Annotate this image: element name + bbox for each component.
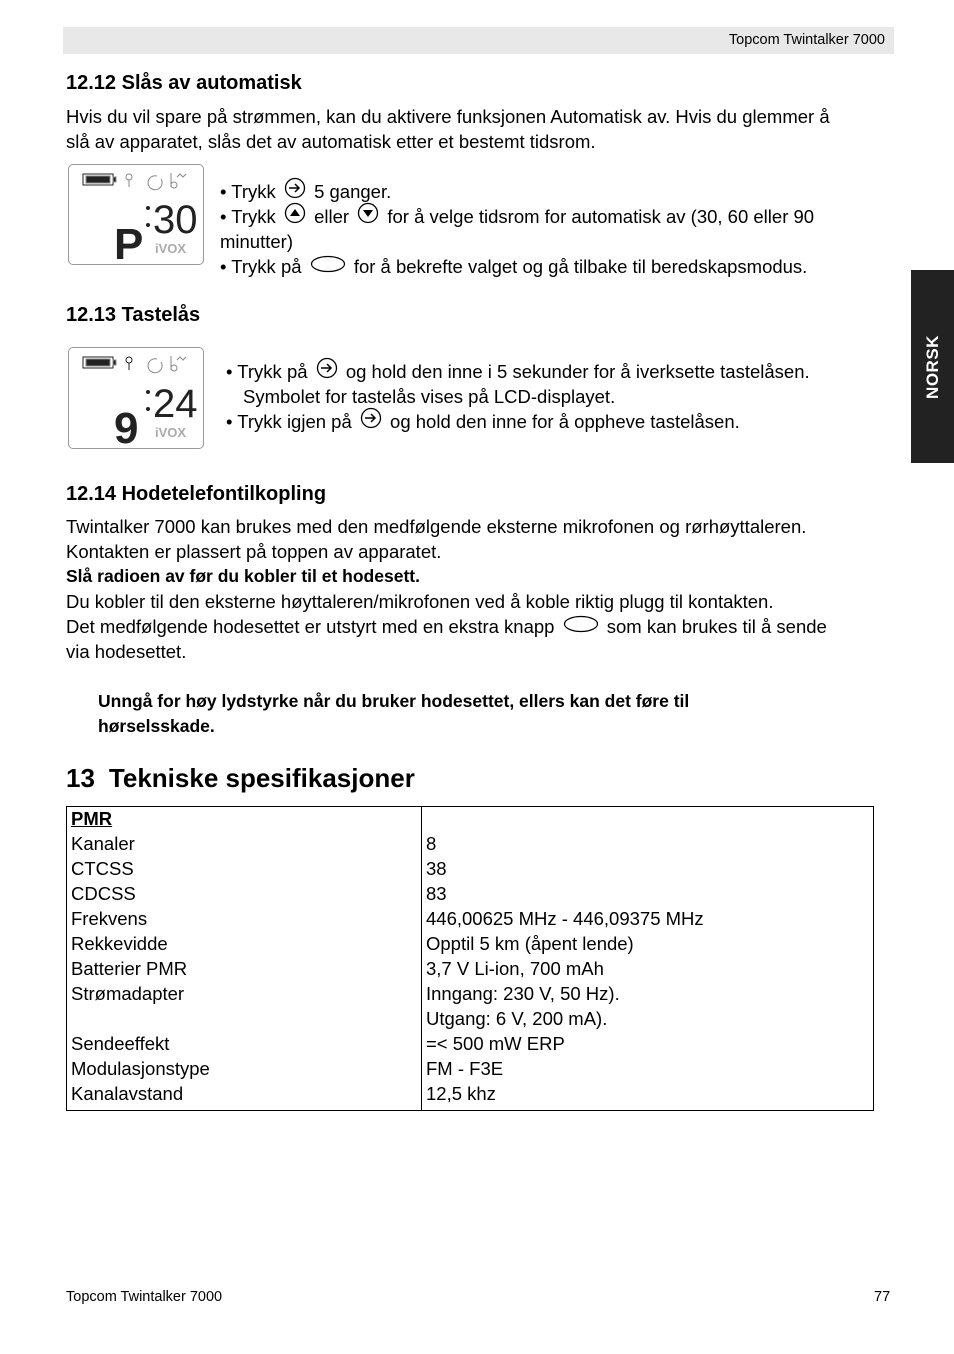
bullet-keylock-2: • Trykk igjen på og hold den inne for å oppheve tastelåsen.	[226, 409, 740, 435]
spec-value: 38	[426, 858, 447, 879]
spec-value: Opptil 5 km (åpent lende)	[426, 933, 634, 954]
headset-line-1: Twintalker 7000 kan brukes med den medfølgende eksterne mikrofonen og rørhøyttaleren.	[66, 516, 807, 537]
spec-label: Rekkevidde	[71, 933, 168, 954]
spec-label: Frekvens	[71, 908, 148, 929]
menu-button-icon	[316, 357, 338, 385]
lcd-letter: P	[114, 220, 144, 264]
headset-line-4: Du kobler til den eksterne høyttaleren/mikrofonen ved å koble riktig plugg til kontakten.	[66, 591, 774, 612]
table-column-divider	[421, 807, 422, 1110]
ptt-button-icon	[563, 614, 599, 639]
page-number: 77	[874, 1289, 891, 1305]
intro-line-1: Hvis du vil spare på strømmen, kan du aktivere funksjonen Automatisk av. Hvis du glemmer å	[66, 106, 830, 127]
heading-12-14: 12.14 Hodetelefontilkopling	[66, 483, 327, 505]
spec-label: Strømadapter	[71, 983, 185, 1004]
spec-value: Inngang: 230 V, 50 Hz).	[426, 983, 620, 1004]
heading-13: 13 Tekniske spesifikasjoner	[66, 763, 415, 793]
spec-label: CDCSS	[71, 883, 136, 904]
table-header: PMR	[71, 808, 113, 829]
intro-line-2: slå av apparatet, slås det av automatisk etter et bestemt tidsrom.	[66, 131, 596, 152]
up-button-icon	[284, 202, 306, 230]
lcd-letter: 9	[114, 404, 139, 448]
footer-title: Topcom Twintalker 7000	[66, 1289, 223, 1305]
spec-label: Kanaler	[71, 833, 135, 854]
header-title: Topcom Twintalker 7000	[728, 32, 885, 48]
spec-value: Utgang: 6 V, 200 mA).	[426, 1008, 608, 1029]
spec-label: Sendeeffekt	[71, 1033, 170, 1054]
bullet-keylock-1: • Trykk på og hold den inne i 5 sekunder for å iverksette tastelåsen.	[226, 359, 810, 385]
lcd-vox-label: iVOX	[155, 425, 187, 440]
heading-12-13: 12.13 Tastelås	[66, 304, 201, 326]
menu-button-icon	[284, 177, 306, 205]
bullet-auto-off-2-cont: minutter)	[220, 231, 293, 252]
lcd-keylock-graphic	[69, 348, 203, 448]
spec-value: 12,5 khz	[426, 1083, 496, 1104]
spec-table	[66, 806, 874, 1111]
spec-value: 446,00625 MHz - 446,09375 MHz	[426, 908, 704, 929]
heading-12-12: 12.12 Slås av automatisk	[66, 72, 302, 94]
bullet-auto-off-3: • Trykk på for å bekrefte valget og gå tilbake til beredskapsmodus.	[220, 254, 807, 279]
language-tab-label: NORSK	[922, 334, 942, 399]
headset-line-3: Slå radioen av før du kobler til et hodesett.	[66, 566, 420, 586]
lcd-display-keylock	[68, 347, 204, 449]
language-tab	[911, 270, 954, 463]
spec-value: 3,7 V Li-ion, 700 mAh	[426, 958, 604, 979]
spec-label: Kanalavstand	[71, 1083, 184, 1104]
down-button-icon	[357, 202, 379, 230]
spec-value: FM - F3E	[426, 1058, 504, 1079]
spec-value: =< 500 mW ERP	[426, 1033, 565, 1054]
lcd-vox-label: iVOX	[155, 241, 187, 256]
lcd-auto-off-graphic	[69, 165, 203, 264]
lcd-digits: 24	[153, 382, 198, 426]
bullet-auto-off-1: • Trykk 5 ganger.	[220, 179, 391, 205]
bullet-auto-off-2: • Trykk eller for å velge tidsrom for automatisk av (30, 60 eller 90	[220, 204, 814, 230]
spec-label: Modulasjonstype	[71, 1058, 210, 1079]
page-header	[63, 27, 894, 54]
headset-line-2: Kontakten er plassert på toppen av apparatet.	[66, 541, 442, 562]
bullet-keylock-1-cont: Symbolet for tastelås vises på LCD-displayet.	[243, 386, 616, 407]
headset-line-6: via hodesettet.	[66, 641, 187, 662]
ptt-button-icon	[310, 254, 346, 279]
warning-line-2: hørselsskade.	[98, 716, 215, 736]
spec-value: 8	[426, 833, 437, 854]
warning-line-1: Unngå for høy lydstyrke når du bruker hodesettet, ellers kan det føre til	[98, 691, 690, 711]
menu-button-icon	[360, 407, 382, 435]
headset-line-5: Det medfølgende hodesettet er utstyrt med en ekstra knapp som kan brukes til å sende	[66, 614, 827, 639]
spec-label: Batterier PMR	[71, 958, 188, 979]
spec-label: CTCSS	[71, 858, 134, 879]
spec-value: 83	[426, 883, 447, 904]
lcd-display-auto-off	[68, 164, 204, 265]
lcd-digits: 30	[153, 198, 198, 242]
